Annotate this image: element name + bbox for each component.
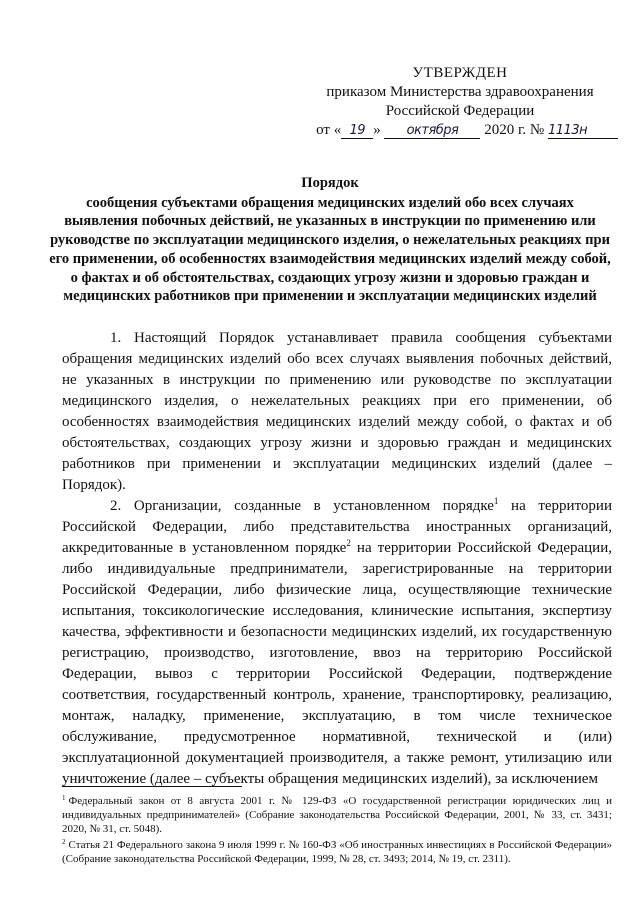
paragraph-1: 1. Настоящий Порядок устанавливает правила сообщения субъектами обращения медицинских изделий обо всех случаях выявления побочных действий, не указанных в инструкции по применению или руководстве по эксплуатации медицинского изделия, о нежелательных реакциях при его применении, об особенностях взаимодействия медицинских изделий между собой, о фактах и об обстоятельствах, создающих угрозу жизни и здоровью граждан и медицинских работников при применении и эксплуатации медицинских изделий (далее – Порядок). — [62, 330, 612, 493]
footnote-1 — [62, 794, 612, 836]
footnote-2-mark: 2 — [62, 838, 66, 846]
paragraph-2 — [62, 496, 612, 790]
footnotes — [62, 794, 612, 868]
paragraph-2-part-a: 2. Организации, созданные в установленном порядке — [110, 498, 494, 514]
handwritten-order-number: 1113н — [548, 123, 618, 139]
document-body — [62, 328, 612, 790]
paragraph-2-part-b: на территории Российской Федерации, либо представительства иностранных организаций, аккредитованные в установленном порядке — [62, 498, 612, 556]
footnote-ref-1: 1 — [493, 496, 499, 506]
footnote-2-text: Статья 21 Федерального закона 9 июля 1999 г. № 160-ФЗ «Об иностранных инвестициях в Российской Федерации» (Собрание законодательства Российской Федерации, 1999, № 28, ст. 3493; 2014, № 19, ст. 2311). — [62, 839, 612, 865]
paragraph-2-part-c: на территории Российской Федерации, либо индивидуальные предприниматели, зарегистрированные на территории Российской Федерации, либо физические лица, осуществляющие технические испытания, токсикологические исследования, клинические испытания, экспертизу качества, эффективности и безопасности медицинских изделий, их государственную регистрацию, производство, изготовление, ввоз на территорию Российской Федерации, вывоз с территории Российской Федерации, подтверждение соответствия, государственный контроль, хранение, транспортировку, реализацию, монтаж, наладку, применение, эксплуатацию, в том числе техническое обслуживание, предусмотренное нормативной, технической и (или) эксплуатационной документацией производителя, а также ремонт, утилизацию или уничтожение (далее – субъекты обращения медицинских изделий), за исключением — [62, 540, 612, 787]
handwritten-day: 19 — [341, 123, 373, 139]
footnote-separator — [62, 786, 242, 787]
footnote-1-mark: 1 — [62, 794, 66, 802]
title-heading: Порядок — [301, 175, 359, 191]
year-and-number-label: 2020 г. № — [484, 122, 545, 138]
date-quote-close: » — [373, 122, 381, 138]
handwritten-month: октября — [384, 123, 480, 139]
footnote-ref-2: 2 — [346, 538, 351, 548]
footnote-2 — [62, 838, 612, 866]
approval-order-line: приказом Министерства здравоохранения — [326, 84, 594, 100]
approval-block — [300, 64, 620, 140]
approval-heading: УТВЕРЖДЕН — [412, 65, 508, 81]
footnote-1-text: Федеральный закон от 8 августа 2001 г. № 129-ФЗ «О государственной регистрации юридических лиц и индивидуальных предпринимателей» (Собрание законодательства Российской Федерации, 2001, № 33, ст. 3431; 2020, № 31, ст. 5048). — [62, 795, 612, 835]
approval-country-line: Российской Федерации — [385, 103, 535, 119]
title-subject: сообщения субъектами обращения медицинских изделий обо всех случаях выявления побочных действий, не указанных в инструкции по применению или руководстве по эксплуатации медицинского изделия, о нежелательных реакциях при его применении, об особенностях взаимодействия медицинских изделий между собой, о фактах и об обстоятельствах, создающих угрозу жизни и здоровью граждан и медицинских работников при применении и эксплуатации медицинских изделий — [49, 194, 611, 305]
approval-date-line — [300, 121, 620, 140]
date-prefix: от « — [316, 122, 342, 138]
document-title — [48, 174, 612, 306]
